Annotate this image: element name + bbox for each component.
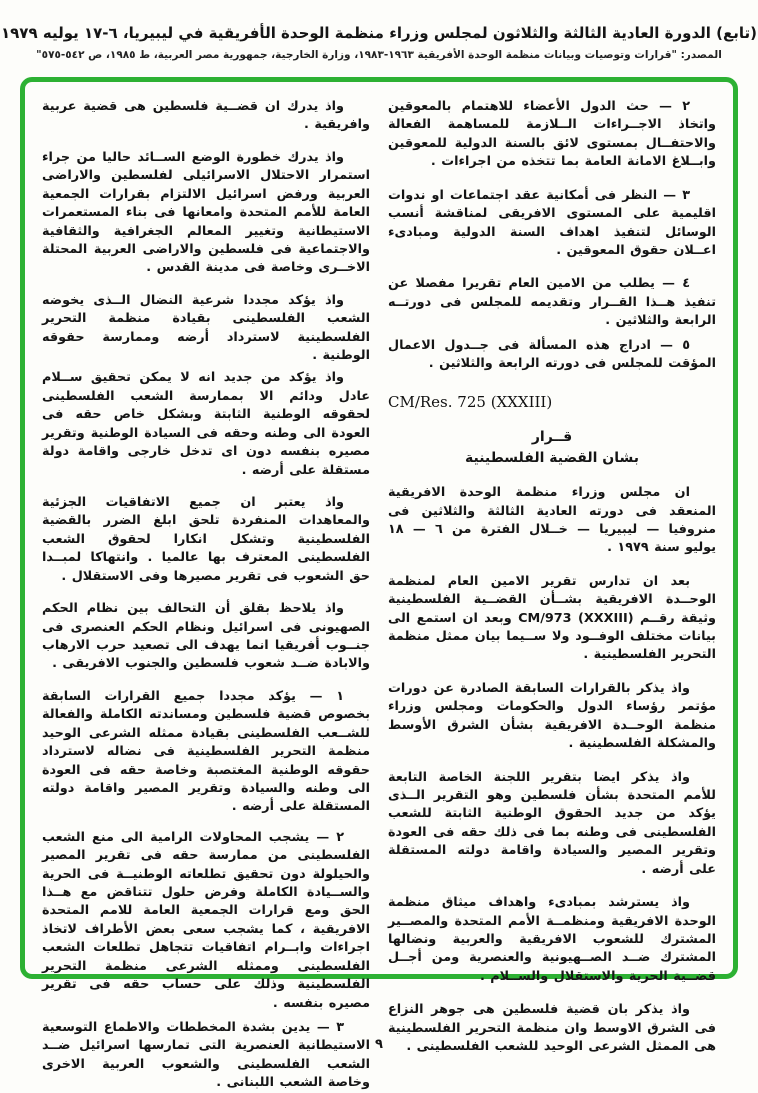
preamble-paragraph: واذ يدرك خطورة الوضع الســائد حاليا من جراء استمرار الاحتلال الاسرائيلى لفلسطين والاراضى العربية ورفض اسرائيل الالتزام بقرارات الجمعية العامة للأمم المتحدة وامعانها فى بناء المستعمرات الاستيطانية وتغيير المعالم الجغرافية والثقافية والاجتماعية فى فلسطين والاراضى العربية المحتلة الاخــرى وخاصة فى مدينة القدس . [42,149,370,276]
operative-paragraph-2: ٢ — يشجب المحاولات الرامية الى منع الشعب الفلسطينى من ممارسة حقه فى تقرير المصير والحيلولة دون تحقيق تطلعاته الوطنيــة فى الحرية والســيادة الكاملة وفرض حلول تتناقض مع هــذا الحق ومع قرارات الجمعية العامة للامم المتحدة الافريقية ، كما يشجب سعى بعض الأطراف لاتخاذ اجراءات وابــرام اتفاقيات تتجاهل تطلعات الشعب الفلسطينى وممثله الشرعى منظمة التحرير الفلسطينية وذلك على حساب حقه فى تقرير مصيره بنفسه . [42,829,370,1011]
source-line: المصدر: "قرارات وتوصيات وبيانات منظمة الوحدة الأفريقية ١٩٦٣-١٩٨٣، وزارة الخارجية، جمهورية مصر العربية، ط ١٩٨٥، ص ٥٤٢-٥٧٥" [36,49,722,61]
preamble-paragraph: واذ يؤكد مجددا شرعية النضال الــذى يخوضه الشعب الفلسطينى بقيادة منظمة التحرير الفلسطينية لاسترداد أرضه وممارسة حقوقه الوطنية . [42,292,370,364]
column-left [42,98,370,1091]
preamble-paragraph: واذ يذكر بان قضية فلسطين هى جوهر النزاع فى الشرق الاوسط وان منظمة التحرير الفلسطينية هى الممثل الشرعى الوحيد للشعب الفلسطينى . [388,1002,716,1055]
preamble-paragraph: واذ يسترشد بمبادىء واهداف ميثاق منظمة الوحدة الافريقية ومنظمــة الأمم المتحدة والمصــير المشترك للشعوب الافريقية والعربية ونضالها المشترك ضــد الصــهيونية والعنصرية ومن أجــل قضــية الحرية والاستقلال والســلام . [388,895,716,984]
preamble-paragraph: بعد ان تدارس تقرير الامين العام لمنظمة الوحــدة الافريقية بشــأن القضــية الفلسطينية وثيقة رقــم CM/973 (XXXIII) وبعد ان استمع الى بيانات مختلف الوفــود ولا ســيما بيان ممثل منظمة التحرير الفلسطينية . [388,573,716,663]
prev-resolution-item-4: ٤ — يطلب من الامين العام تقريرا مفصلا عن تنفيذ هــذا القــرار وتقديمه للمجلس فى دورتــه الرابعة والثلاثين . [388,276,716,329]
operative-paragraph-1: ١ — يؤكد مجددا جميع القرارات السابقة بخصوص قضية فلسطين ومساندته الكاملة والفعالة للشــعب الفلسطينى بقيادة ممثله الشرعى الوحيد منظمة التحرير الفلسطينية فى نضاله لاسترداد حقوقه الوطنية المغتصبة وخاصة حقه فى العودة الى وطنه والسيادة وتقرير المصير واقامة دولته المستقلة على أرضه . [42,688,370,815]
resolution-title-word: قــرار [531,429,573,446]
preamble-paragraph: ان مجلس وزراء منظمة الوحدة الافريقية المنعقد فى دورته العادية الثالثة والثلاثين فى منروفيا — ليبيريا — خــلال الفترة من ٦ — ١٨ يوليو سنة ١٩٧٩ . [388,485,716,556]
resolution-title [388,427,716,468]
prev-resolution-item-2: ٢ — حث الدول الأعضاء للاهتمام بالمعوقين واتخاذ الاجــراءات الــلازمة للمساهمة الفعالة والاحتفــال بمستوى لائق بالسنة الدولية للمعوقين وابــلاغ الامانة العامة بما تتخذه من اجراءات . [388,99,716,170]
preamble-paragraph: واذ يدرك ان قضــية فلسطين هى قضية عربية وافريقية . [42,99,370,133]
page-number: ٩ [375,1037,383,1052]
operative-paragraph-3: ٣ — يدين بشدة المخططات والاطماع التوسعية الاستيطانية العنصرية التى تمارسها اسرائيل ضــد الشعب الفلسطينى والشعوب العربية الاخرى وخاصة الشعب اللبنانى . [42,1019,370,1091]
preamble-paragraph: واذ يؤكد من جديد انه لا يمكن تحقيق ســلام عادل ودائم الا بممارسة الشعب الفلسطينى لحقوقه الوطنية الثابتة وبشكل خاص حقه فى العودة الى وطنه وحقه فى السيادة الوطنية وتقرير مصيره بنفسه دون اى تدخل خارجى واقامة دولة مستقلة على أرضه . [42,370,370,478]
resolution-title-subject: بشان القضية الفلسطينية [465,449,639,466]
column-right [388,98,716,1055]
preamble-paragraph: واذ يعتبر ان جميع الاتفاقيات الجزئية والمعاهدات المنفردة تلحق ابلغ الضرر بالقضية الفلسطينية وتشكل انكارا لحقوق الشعب الفلسطينى المعترف بها عالميا . وانتهاكا لمبــدا حق الشعوب فى تقرير مصيرها وفى الاستقلال . [42,495,370,584]
content-border-box [20,77,738,1091]
page-header [0,0,758,61]
prev-resolution-item-5: ٥ — ادراج هذه المسألة فى جــدول الاعمال المؤقت للمجلس فى دورته الرابعة والثلاثين . [388,337,716,372]
preamble-paragraph: واذ يلاحظ بقلق أن التحالف بين نظام الحكم الصهيونى فى اسرائيل ونظام الحكم العنصرى فى جنــوب أفريقيا انما يهدف الى تصعيد حرب الارهاب والابادة ضــد شعوب فلسطين والجنوب الافريقى . [42,601,370,672]
preamble-paragraph: واذ يذكر بالقرارات السابقة الصادرة عن دورات مؤتمر رؤساء الدول والحكومات ومجلس وزراء منظمة الوحــدة الافريقية بشأن الشرق الأوسط والمشكلة الفلسطينية . [388,680,716,752]
preamble-paragraph: واذ يذكر ايضا بتقرير اللجنة الخاصة التابعة للأمم المتحدة بشأن فلسطين وهو التقرير الــذى يؤكد من جديد الحقوق الوطنية الثابتة للشعب الفلسطينى فى وطنه بما فى ذلك حقه فى العودة وتقرير المصير والسيادة واقامة دولته المستقلة على أرضه . [388,769,716,877]
session-title: (تابع) الدورة العادية الثالثة والثلاثون لمجلس وزراء منظمة الوحدة الأفريقية في ليبيريا، ٦-١٧ يوليه ١٩٧٩ [1,24,757,42]
prev-resolution-item-3: ٣ — النظر فى أمكانية عقد اجتماعات او ندوات اقليمية على المستوى الافريقى لمناقشة أنسب الوسائل لتنفيذ اهداف السنة الدولية ومبادىء اعــلان حقوق المعوقين . [388,187,716,258]
resolution-reference: CM/Res. 725 (XXXIII) [388,393,553,412]
two-column-text [42,98,716,1091]
